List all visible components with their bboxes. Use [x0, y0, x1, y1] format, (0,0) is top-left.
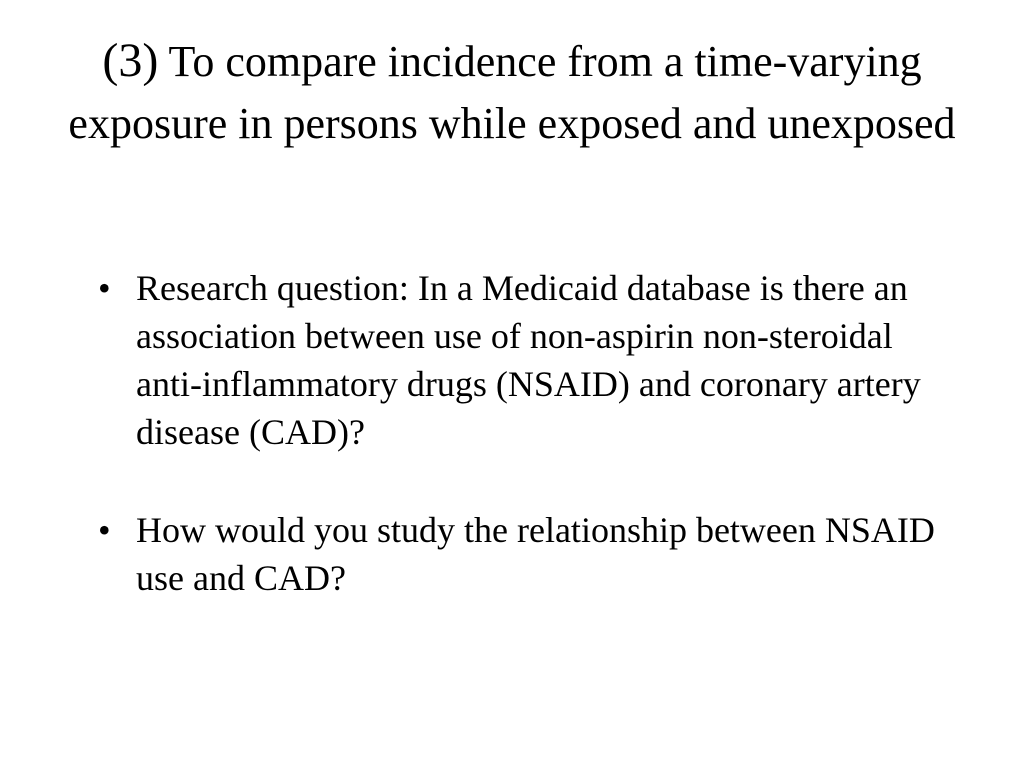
bullet-text: Research question: In a Medicaid database is there an association between use of non-aspirin non-steroidal anti-inflammatory drugs (NSAID) and coronary artery disease (CAD)?	[136, 268, 921, 452]
title-number: (3)	[102, 34, 159, 87]
bullet-list	[96, 264, 946, 602]
title-text: To compare incidence from a time-varying exposure in persons while exposed and unexposed	[68, 37, 956, 148]
bullet-research-question	[96, 264, 946, 456]
bullet-study-question	[96, 506, 946, 602]
bullet-text: How would you study the relationship between NSAID use and CAD?	[136, 510, 935, 598]
bullet-icon: •	[98, 268, 111, 308]
bullet-icon: •	[98, 510, 111, 550]
slide-title	[40, 30, 984, 155]
